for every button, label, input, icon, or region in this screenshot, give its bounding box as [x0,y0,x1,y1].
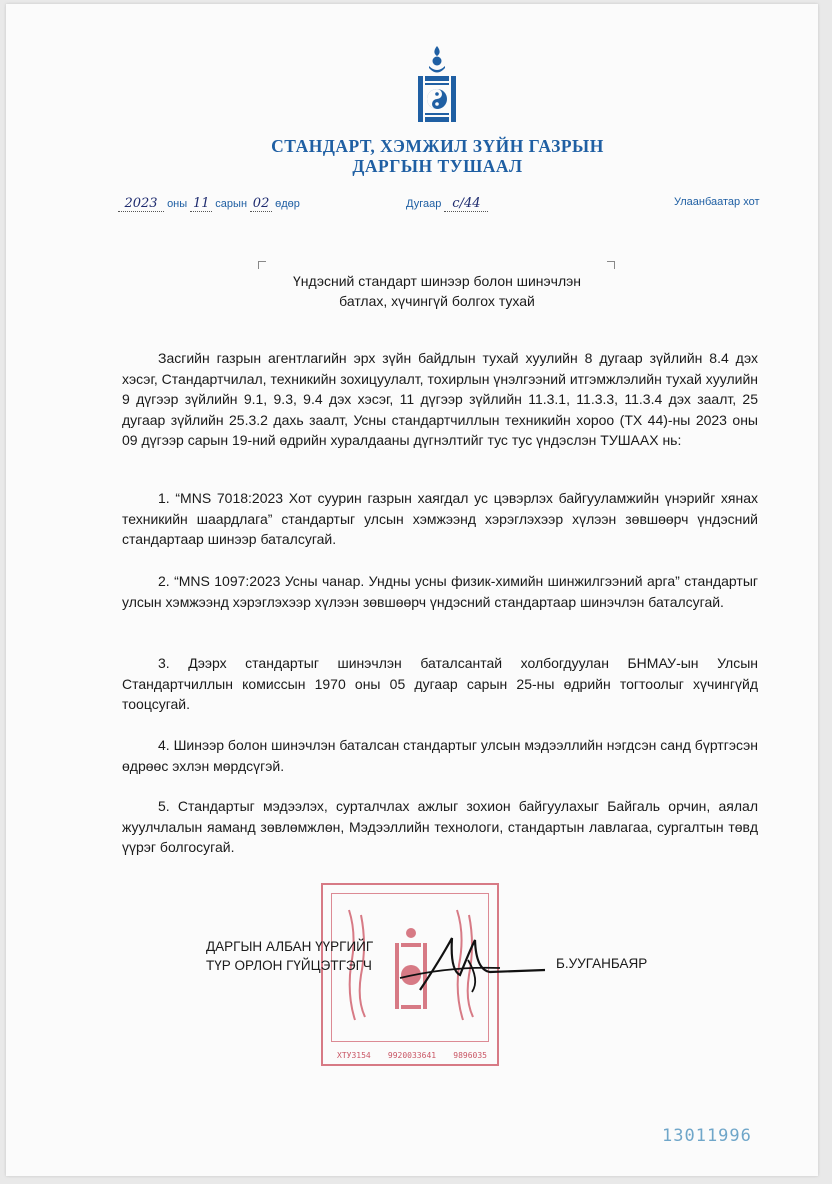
signatory-title-line2: ТҮР ОРЛОН ГҮЙЦЭТГЭГЧ [206,958,372,973]
preamble-paragraph: Засгийн газрын агентлагийн эрх зүйн байдлын тухай хуулийн 8 дугаар зүйлийн 8.4 дэх хэсэг, Стандартчилал, техникийн зохицуулалт, тохирлын үнэлгээний итгэмжлэлийн тухай хуулийн 9 дүгээр зүйлийн 9.1, 9.3, 9.4 дэх хэсэг, 11 дүгээр зүйлийн 11.3.1, 11.3.3, 11.3.4 дэх заалт, 25 дугаар зүйлийн 25.3.2 дахь заалт, Усны стандартчиллын техникийн хороо (ТХ 44)-ны 2023 оны 09 дүгээр сарын 19-ний өдрийн хуралдааны дүгнэлтийг тус тус үндэслэн ТУШААХ нь: [122,350,758,448]
stamp-numbers [337,1051,487,1060]
signatory-title [206,937,373,975]
number-line [406,196,488,212]
city-label: Улаанбаатар хот [674,196,760,208]
order-item-2: 2. “MNS 1097:2023 Усны чанар. Ундны усны физик-химийн шинжилгээний арга” стандартыг улсын хэмжээнд хэрэглэхээр хүлээн зөвшөөрч үндэсний стандартаар шинэчлэн баталсугай. [122,573,758,610]
order-item-4: 4. Шинээр болон шинэчлэн баталсан стандартыг улсын мэдээллийн нэгдсэн санд бүртгэсэн өдрөөс эхлэн мөрдсүгэй. [122,737,758,774]
header-title-line1: СТАНДАРТ, ХЭМЖИЛ ЗҮЙН ГАЗРЫН [271,136,604,156]
subject-corner-left [258,261,266,269]
subject-corner-right [607,261,615,269]
order-item-3: 3. Дээрх стандартыг шинэчлэн баталсантай холбогдуулан БНМАУ-ын Улсын Стандартчиллын комиссын 1970 оны 05 дугаар сарын 25-ны өдрийн тогтоолыг хүчингүйд тооцсугай. [122,655,758,712]
stamp-num-2: 9920033641 [387,1051,437,1060]
serial-number: 13011996 [662,1126,752,1146]
document-header [230,136,645,176]
number-label: Дугаар [406,198,442,210]
month-value: 11 [190,196,212,212]
day-value: 02 [250,196,272,212]
handwritten-signature [380,930,550,1000]
subject-line2: батлах, хүчингүй болгох тухай [339,293,535,309]
order-item-5: 5. Стандартыг мэдээлэх, сурталчлах ажлыг зохион байгуулахыг Байгаль орчин, аялал жуулчлалын яаманд зөвлөмжлөн, Мэдээллийн технологи, стандартын лавлагаа, сургалтын төвд үүрэг болгосугай. [122,798,758,855]
stamp-num-1: ХТУ3154 [337,1051,371,1060]
document-subject [262,271,612,311]
signatory-title-line1: ДАРГЫН АЛБАН ҮҮРГИЙГ [206,939,374,954]
month-label: сарын [215,198,248,210]
header-title-line2: ДАРГЫН ТУШААЛ [352,156,523,176]
day-label: өдөр [275,198,300,210]
stamp-num-3: 9896035 [453,1051,487,1060]
year-label: оны [167,198,188,210]
state-emblem-icon [414,44,460,126]
subject-line1: Үндэсний стандарт шинээр болон шинэчлэн [293,273,581,289]
number-value: с/44 [444,196,488,212]
year-value: 2023 [118,196,164,212]
signatory-name: Б.УУГАНБАЯР [556,956,648,971]
date-line [118,196,300,212]
order-item-1: 1. “MNS 7018:2023 Хот суурин газрын хаягдал ус цэвэрлэх байгууламжийн үнэрийг хянах техникийн шаардлага” стандартыг улсын хэмжээнд хэрэглэхээр хүлээн зөвшөөрч үндэсний стандартаар шинээр баталсугай. [122,490,758,547]
